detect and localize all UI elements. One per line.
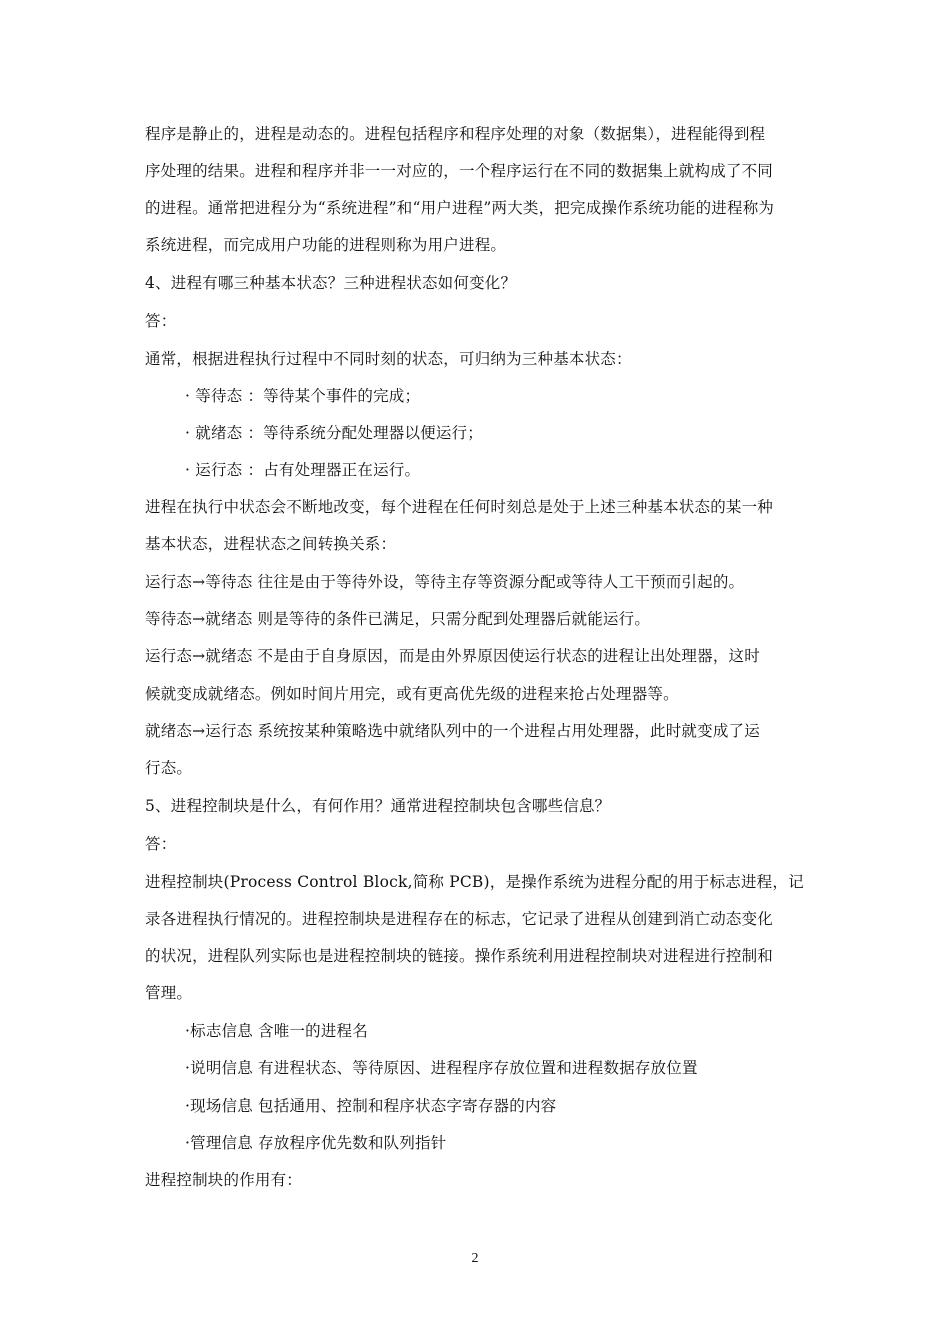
paragraph-line: 的进程。通常把进程分为“系统进程”和“用户进程”两大类，把完成操作系统功能的进程称为 [145,199,775,217]
paragraph-line: 程序是静止的，进程是动态的。进程包括程序和程序处理的对象（数据集），进程能得到程 [145,125,766,143]
paragraph-line: 通常，根据进程执行过程中不同时刻的状态，可归纳为三种基本状态： [145,350,632,368]
paragraph-line: 基本状态，进程状态之间转换关系： [145,535,397,553]
paragraph-line: 录各进程执行情况的。进程控制块是进程存在的标志，它记录了进程从创建到消亡动态变化 [145,910,774,928]
paragraph-line: 管理。 [145,984,193,1002]
answer-label: 答： [145,312,177,330]
question-heading: 4、进程有哪三种基本状态？三种进程状态如何变化？ [145,274,517,292]
answer-label: 答： [145,835,177,853]
paragraph-line: 进程控制块(Process Control Block,简称 PCB)，是操作系统为进程分配的用于标志进程，记 [145,873,804,891]
paragraph-line: 运行态→等待态 往往是由于等待外设，等待主存等资源分配或等待人工干预而引起的。 [145,573,745,591]
list-item: ·管理信息 存放程序优先数和队列指针 [185,1134,447,1152]
paragraph-line: 行态。 [145,759,193,777]
paragraph-line: 序处理的结果。进程和程序并非一一对应的，一个程序运行在不同的数据集上就构成了不同 [145,162,774,180]
paragraph-line: 就绪态→运行态 系统按某种策略选中就绪队列中的一个进程占用处理器，此时就变成了运 [145,722,760,740]
question-heading: 5、进程控制块是什么，有何作用？通常进程控制块包含哪些信息？ [145,797,611,815]
list-item: · 等待态 ：等待某个事件的完成； [185,387,421,405]
paragraph-line: 进程在执行中状态会不断地改变，每个进程在任何时刻总是处于上述三种基本状态的某一种 [145,498,774,516]
paragraph-line: 系统进程，而完成用户功能的进程则称为用户进程。 [145,236,507,254]
paragraph-line: 候就变成就绪态。例如时间片用完，或有更高优先级的进程来抢占处理器等。 [145,685,679,703]
list-item: ·说明信息 有进程状态、等待原因、进程程序存放位置和进程数据存放位置 [185,1059,698,1077]
page-number: 2 [471,1251,479,1266]
paragraph-line: 进程控制块的作用有： [145,1171,303,1189]
list-item: ·标志信息 含唯一的进程名 [185,1022,368,1040]
list-item: ·现场信息 包括通用、控制和程序状态字寄存器的内容 [185,1097,557,1115]
paragraph-line: 的状况，进程队列实际也是进程控制块的链接。操作系统利用进程控制块对进程进行控制和 [145,947,774,965]
list-item: · 运行态 ：占有处理器正在运行。 [185,461,421,479]
list-item: · 就绪态 ：等待系统分配处理器以便运行； [185,424,483,442]
paragraph-line: 运行态→就绪态 不是由于自身原因，而是由外界原因使运行状态的进程让出处理器，这时 [145,647,760,665]
paragraph-line: 等待态→就绪态 则是等待的条件已满足，只需分配到处理器后就能运行。 [145,610,651,628]
